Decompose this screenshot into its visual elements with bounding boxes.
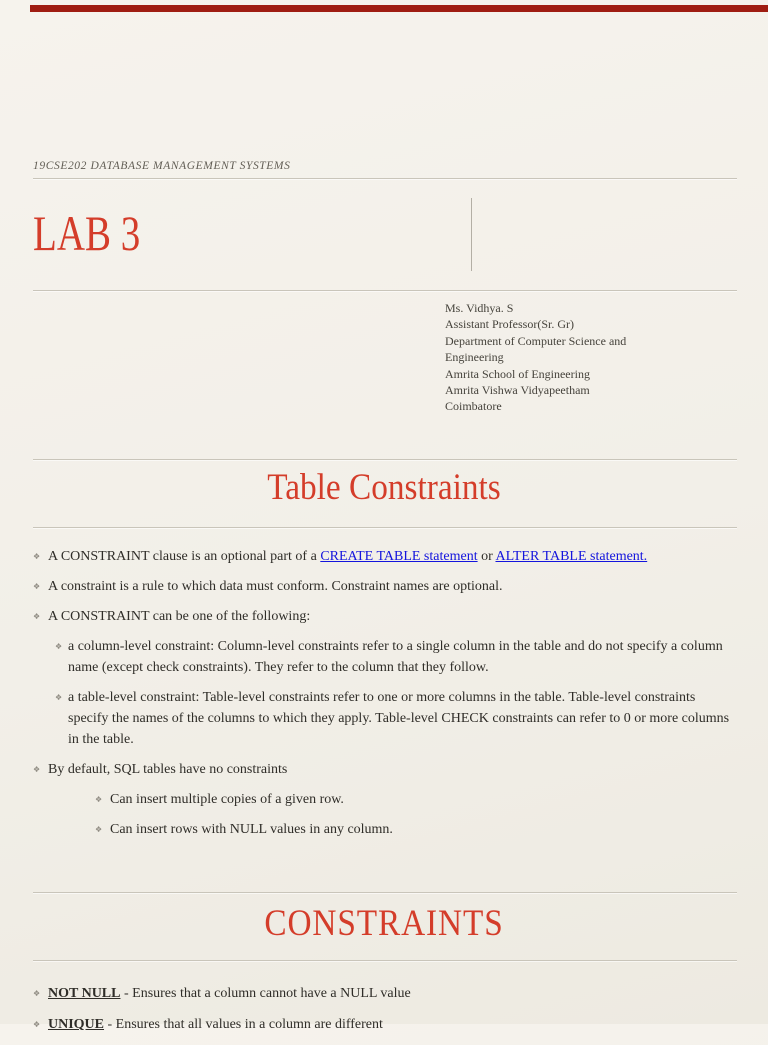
bullet-text: Can insert multiple copies of a given row. xyxy=(110,792,344,807)
author-line: Engineering xyxy=(445,350,504,365)
diamond-bullet-icon: ❖ xyxy=(33,765,41,774)
bullet-constraint-types xyxy=(33,606,739,627)
create-table-statement-link[interactable]: CREATE TABLE statement xyxy=(320,549,478,564)
divider-line xyxy=(33,459,737,460)
bullet-column-level xyxy=(55,636,739,678)
bullet-table-level xyxy=(55,687,739,750)
author-line: Amrita Vishwa Vidyapeetham xyxy=(445,383,590,398)
bullet-text xyxy=(48,983,739,1005)
slide2-bullet-list xyxy=(33,546,739,849)
bullet-insert-copies xyxy=(95,789,739,810)
slide1-title: LAB 3 xyxy=(33,205,141,261)
constraint-term: NOT NULL xyxy=(48,986,121,1001)
bullet-text-segment: or xyxy=(477,549,496,564)
author-line: Assistant Professor(Sr. Gr) xyxy=(445,317,574,332)
bullet-constraint-rule xyxy=(33,576,739,597)
bullet-text: A CONSTRAINT can be one of the following: xyxy=(48,609,311,624)
author-line: Amrita School of Engineering xyxy=(445,366,590,381)
bullet-text: A constraint is a rule to which data must conform. Constraint names are optional. xyxy=(48,579,503,594)
diamond-bullet-icon: ❖ xyxy=(33,552,41,561)
bullet-unique-partial xyxy=(33,1014,739,1036)
divider-line xyxy=(33,960,737,961)
diamond-bullet-icon: ❖ xyxy=(55,693,63,702)
diamond-bullet-icon: ❖ xyxy=(33,1020,41,1029)
bullet-text xyxy=(48,1014,739,1036)
bullet-text: a column-level constraint: Column-level constraints refer to a single column in the table and do not specify a column name (except check constraints). They refer to the column that they follow. xyxy=(68,639,723,675)
constraint-term: UNIQUE xyxy=(48,1017,105,1032)
bullet-text: a table-level constraint: Table-level constraints refer to one or more columns in the table. Table-level constraints specify the names of the columns to which they apply. Table-level CHECK constraints can refer to 0 or more columns in the table. xyxy=(68,690,730,747)
diamond-bullet-icon: ❖ xyxy=(33,989,41,998)
bullet-text: Can insert rows with NULL values in any column. xyxy=(110,822,393,837)
bullet-insert-null xyxy=(95,819,739,840)
diamond-bullet-icon: ❖ xyxy=(95,825,103,834)
diamond-bullet-icon: ❖ xyxy=(33,582,41,591)
bullet-text-segment: - Ensures that all values in a column are different xyxy=(104,1017,383,1032)
bullet-constraint-clause xyxy=(33,546,739,567)
slide2-title: Table Constraints xyxy=(267,467,501,508)
vertical-divider xyxy=(471,198,472,271)
diamond-bullet-icon: ❖ xyxy=(55,642,63,651)
author-line: Coimbatore xyxy=(445,399,502,414)
top-accent-bar xyxy=(30,5,768,12)
diamond-bullet-icon: ❖ xyxy=(33,612,41,621)
course-header: 19CSE202 DATABASE MANAGEMENT SYSTEMS xyxy=(33,160,291,172)
bullet-not-null xyxy=(33,983,739,1005)
bullet-text-segment: - Ensures that a column cannot have a NULL value xyxy=(120,986,411,1001)
alter-table-statement-link[interactable]: ALTER TABLE statement. xyxy=(495,549,648,564)
bullet-text: By default, SQL tables have no constraints xyxy=(48,762,288,777)
bullet-text xyxy=(48,546,739,567)
author-line: Department of Computer Science and xyxy=(445,333,627,348)
divider-line xyxy=(33,892,737,893)
author-block xyxy=(445,300,626,415)
slide3-bullet-list xyxy=(33,983,739,1045)
divider-line xyxy=(33,290,737,291)
bullet-default-no-constraints xyxy=(33,759,739,780)
diamond-bullet-icon: ❖ xyxy=(95,795,103,804)
divider-line xyxy=(33,527,737,528)
author-line: Ms. Vidhya. S xyxy=(445,301,514,315)
slide3-title: CONSTRAINTS xyxy=(264,903,504,944)
divider-line xyxy=(33,178,737,179)
bullet-text-segment: A CONSTRAINT clause is an optional part of a xyxy=(48,549,321,564)
